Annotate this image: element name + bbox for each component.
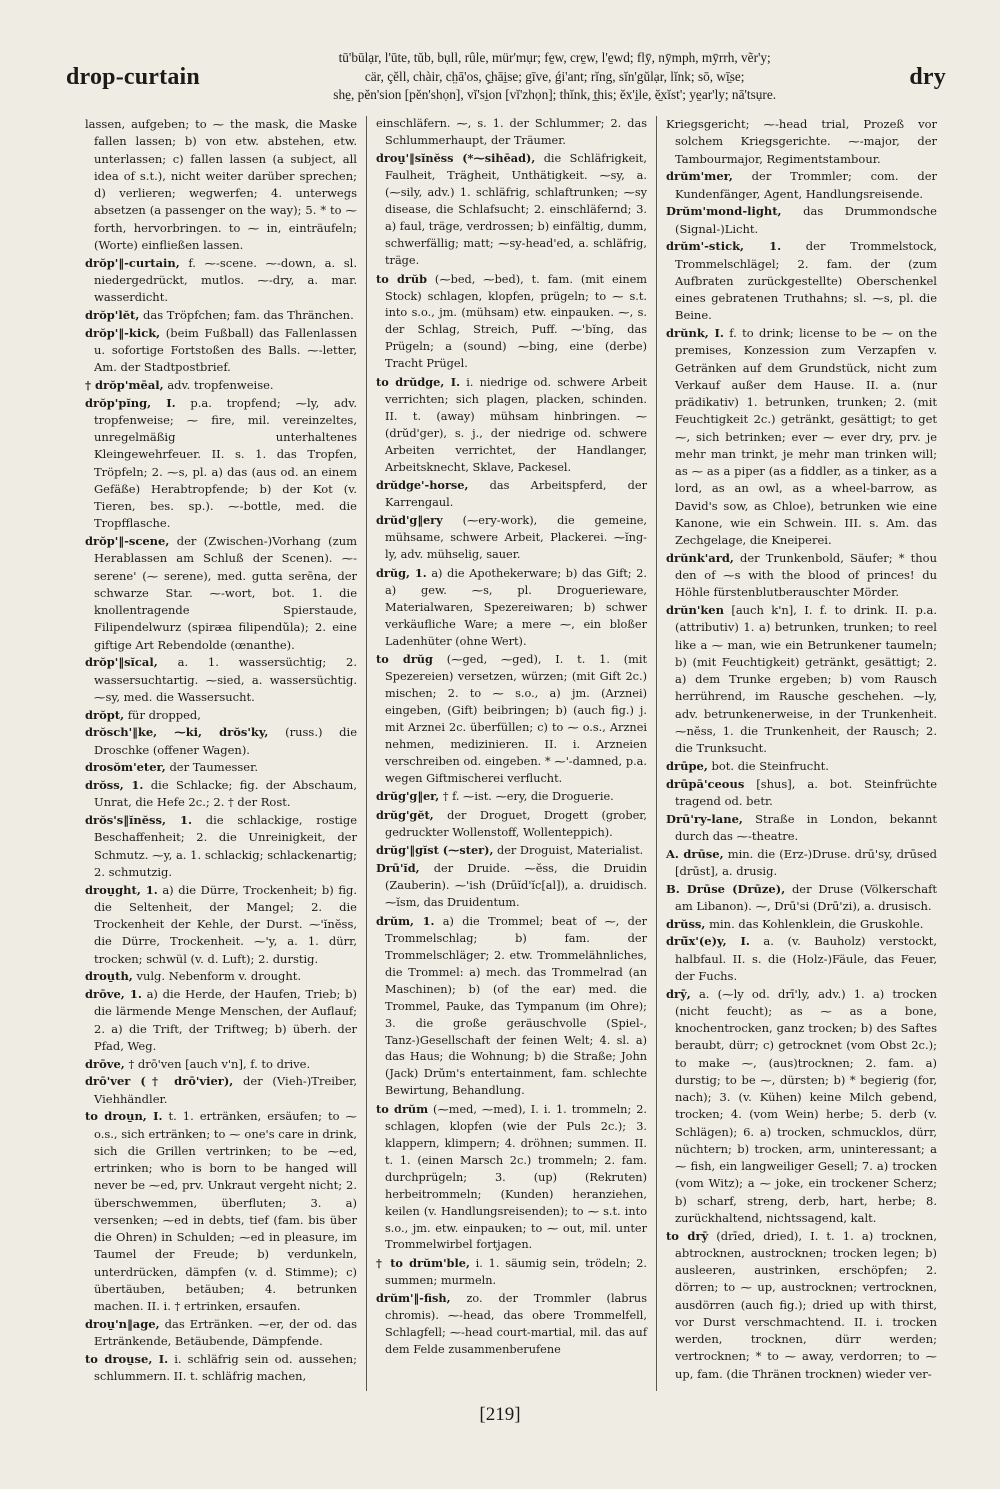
entry-definition: † drō'ven [auch v'n], f. to drive. — [128, 1056, 311, 1071]
entry-headword: to drŭdge, I. — [376, 374, 461, 389]
entry-headword: drŏss, 1. — [85, 778, 144, 792]
entry-headword: drŏp'‖sĭcal, — [85, 655, 158, 670]
dictionary-entry — [666, 550, 937, 602]
dictionary-entry — [666, 168, 937, 203]
entry-definition: min. die (Erz-)Druse. drū'sy, drūsed [drūst], a. drusig. — [675, 846, 938, 878]
entry-definition: t. 1. ertränken, ersäufen; to ⁓ o.s., sich ertränken; to ⁓ one's care in drink, sich die Grillen vertrinken; to be ⁓ed, ertrinken; who is born to be hanged will never be ⁓ed, prv. Unkraut vergeht nicht; 2. überschwemmen, überfluten; 3. a) versenken; ⁓ed in debts, tief (fam. bis über die Ohren) in Schulden; ⁓ed in pleasure, im Taumel der Freude; b) verdunkeln, unterdrücken, dämpfen (v. d. Stimme); c) übertäuben, betäuben; 4. betrunken machen. II. i. † ertrinken, ersaufen. — [94, 1109, 358, 1313]
dictionary-entry — [85, 968, 357, 985]
entry-headword: drŏp'pĭng, I. — [85, 395, 176, 410]
entry-headword: drou̱ght, 1. — [85, 882, 158, 897]
entry-definition: lassen, aufgeben; to ⁓ the mask, die Maske fallen lassen; b) von etw. abstehen, etw. unterlassen; c) fallen lassen (a subject, all idea of s.t.), nicht weiter darüber sprechen; d) verlieren; wegwerfen; 4. unterwegs absetzen (a passenger on the way); 5. * to ⁓ forth, hervorbringen. to ⁓ in, einträufeln; (Worte) einfließen lassen. — [85, 117, 357, 252]
entry-definition: der Taumesser. — [169, 760, 259, 775]
dictionary-entry — [376, 807, 647, 842]
entry-definition: der Druse (Völkerschaft am Libanon). ⁓, Drū'si (Drū'zi), a. drusisch. — [675, 881, 937, 913]
dictionary-entry — [666, 776, 937, 811]
dictionary-entry — [666, 881, 937, 916]
dictionary-entry — [85, 1073, 357, 1108]
entry-definition: (⁓ery-work), die gemeine, mühsame, schwere Arbeit, Plackerei. ⁓ĭng-ly, adv. mühselig, sauer. — [385, 514, 647, 562]
dictionary-entry — [85, 533, 357, 654]
entry-headword: drȳ, — [666, 986, 691, 1001]
entry-definition: das Drummondsche (Signal-)Licht. — [675, 204, 937, 236]
entry-definition: das Tröpfchen; fam. das Thränchen. — [143, 307, 354, 322]
entry-definition: p.a. tropfend; ⁓ly, adv. tropfenweise; ⁓ fire, mil. vereinzeltes, unregelmäßig unterhaltenes Kleingewehrfeuer. II. s. 1. das Tropfen, Tröpfeln; 2. ⁓s, pl. a) das (aus od. an einem Gefäße) Herabtropfende; b) der Kot (v. Tieren, bes. sp.). ⁓-bottle, med. die Tropfflasche. — [94, 395, 357, 531]
entry-definition: vulg. Nebenform v. drought. — [136, 969, 302, 984]
dictionary-entry — [85, 307, 357, 324]
entry-definition: a) die Dürre, Trockenheit; b) fig. die Seltenheit, der Mangel; 2. die Trockenheit der Kehle, der Durst. ⁓'ĭnĕss, die Dürre, Trockenheit. ⁓'y, a. 1. dürr, trocken; schwül (v. d. Luft); 2. durstig. — [94, 882, 358, 966]
entry-definition: [shus], a. bot. Steinfrüchte tragend od. betr. — [675, 776, 938, 808]
entry-definition: f. ⁓-scene. ⁓-down, a. sl. niedergedrückt, mutlos. ⁓-dry, a. mar. wasserdicht. — [94, 255, 358, 304]
dictionary-entry — [376, 374, 647, 477]
entry-headword: drŭm'mer, — [666, 169, 733, 184]
entry-definition: der Trommler; com. der Kundenfänger, Agent, Handlungsreisende. — [675, 169, 937, 201]
entry-definition: i. schläfrig sein od. aussehen; schlummern. II. t. schläfrig machen, — [94, 1351, 357, 1383]
dictionary-entry — [376, 788, 647, 806]
dictionary-column-2 — [366, 116, 656, 1391]
entry-definition: die schlackige, rostige Beschaffenheit; 2. die Unreinigkeit, der Schmutz. ⁓y, a. 1. schlackig; schlackenartig; 2. schmutzig. — [94, 813, 358, 879]
entry-definition: der Druide. ⁓ĕss, die Druidin (Zauberin). ⁓'ish (Drūĭd'ĭc[al]), a. druidisch. ⁓ĭsm, das Druidentum. — [385, 862, 648, 910]
dictionary-entry — [85, 255, 357, 307]
entry-headword: to drŭm — [376, 1101, 429, 1116]
entry-headword: drŭg'gĕt, — [376, 807, 434, 822]
entry-definition: i. 1. säumig sein, trödeln; 2. summen; murmeln. — [385, 1256, 647, 1287]
entry-definition: der (Vieh-)Treiber, Viehhändler. — [94, 1074, 357, 1106]
entry-definition: min. das Kohlenklein, die Gruskohle. — [709, 916, 924, 931]
entry-definition: [auch k'n], I. f. to drink. II. p.a. (attributiv) 1. a) betrunken, trunken; to reel like a ⁓ man, wie ein Betrunkener taumeln; b) (mit Feuchtigkeit) getränkt, gesättigt; 2. a) dem Trunke ergeben; b) vom Rausch herrührend, im Rausche geschehen. ⁓ly, adv. betrunkenerweise, in der Trunkenheit. ⁓nĕss, 1. die Trunkenheit, der Rausch; 2. die Trunksucht. — [675, 603, 938, 755]
dictionary-columns — [76, 116, 948, 1391]
entry-definition: f. to drink; license to be ⁓ on the premises, Konzession zum Verzapfen v. Getränken auf dem Grundstück, nicht zum Verkauf außer dem Hause. II. a. (nur prädikativ) 1. betrunken, trunken; 2. (mit Feuchtigkeit 2c.) getränkt, gesättigt; to get ⁓, sich betrinken; ever ⁓ ever dry, prv. je mehr man trinkt, je mehr man trinken will; as ⁓ as a piper (as a fiddler, as a tinker, as a lord, as an owl, as a wheel-barrow, as David's sow, as Chloe), betrunken wie eine Kanone, wie ein Schwein. III. s. Am. das Zechgelage, die Kneiperei. — [675, 326, 938, 547]
entry-definition: der (Zwischen-)Vorhang (zum Herablassen am Schluß der Scenen). ⁓-serene' (⁓ serene), med. gutta serēna, der schwarze Star. ⁓-wort, bot. 1. die knollentragende Spierstaude, Filipendelwurz (spiræa filipendŭla); 2. eine giftige Art Rebendolde (œnanthe). — [94, 534, 358, 652]
entry-headword: drŭm, 1. — [376, 913, 435, 928]
entry-definition: (⁓ged, ⁓ged), I. t. 1. (mit Spezereien) versetzen, würzen; (mit Gift 2c.) mischen; 2. to ⁓ s.o., a) jm. (Arznei) eingeben, (Gift) beibringen; b) (auch fig.) j. mit Arznei 2c. überfüllen; c) to ⁓ o.s., Arznei nehmen, medizinieren. II. i. Arzneien verschreiben od. eingeben. * ⁓'-damned, p.a. wegen Giftmischerei verflucht. — [385, 653, 648, 785]
entry-definition: (beim Fußball) das Fallenlassen u. sofortige Fortstoßen des Balls. ⁓-letter, Am. der Stadtpostbrief. — [94, 325, 358, 374]
dictionary-entry — [85, 1108, 357, 1315]
entry-headword: B. Drūse (Drūze), — [666, 881, 786, 896]
entry-headword: drŏs's‖ĭnĕss, 1. — [85, 813, 193, 827]
dictionary-entry — [376, 860, 647, 912]
dictionary-entry — [666, 846, 937, 881]
entry-headword: to drou̱n, I. — [85, 1109, 163, 1124]
entry-definition: das Ertränken. ⁓er, der od. das Ertränkende, Betäubende, Dämpfende. — [94, 1316, 357, 1348]
dictionary-entry — [666, 986, 937, 1228]
dictionary-entry — [666, 916, 937, 933]
page-number: [219] — [479, 1404, 521, 1425]
dictionary-entry — [85, 882, 357, 968]
dictionary-entry — [376, 477, 647, 512]
entry-definition: die Schläfrigkeit, Faulheit, Trägheit, Unthätigkeit. ⁓sy, a. (⁓sily, adv.) 1. schläfrig, schlaftrunken; ⁓sy disease, die Schlafsucht; 2. einschläfernd; 3. a) faul, träge, verdrossen; b) einfältig, dumm, schwerfällig; matt; ⁓sy-head'ed, a. schläfrig, träge. — [385, 152, 648, 268]
entry-headword: drŭm'‖-fish, — [376, 1291, 451, 1306]
pronunciation-key-line: tū'būlạr, l'ūte, tŭb, bụll, rûle, mür'mụr; fe̱w, cre̱w, l'e̱wd; flȳ, nȳmph, mȳrrh, vẽr'y; — [338, 50, 771, 66]
entry-headword: drŭd'g‖ery — [376, 513, 443, 528]
entry-definition: der Trunkenbold, Säufer; * thou den of ⁓s with the blood of princes! du Höhle fürstenblutberauschter Mörder. — [675, 550, 937, 600]
dictionary-entry — [666, 1228, 937, 1383]
entry-headword: drŭnk, I. — [666, 326, 724, 340]
entry-definition: a. 1. wassersüchtig; 2. wassersuchtartig. ⁓sied, a. wassersüchtig. ⁓sy, med. die Wassersucht. — [94, 655, 358, 704]
dictionary-entry — [376, 150, 647, 270]
dictionary-entry — [85, 1316, 357, 1351]
entry-headword: drŏpt, — [85, 707, 125, 722]
dictionary-column-3 — [656, 116, 946, 1391]
entry-headword: to drȳ — [666, 1228, 709, 1243]
dictionary-entry — [666, 238, 937, 324]
entry-headword: drŭg'g‖er, — [376, 789, 440, 804]
pronunciation-key-line: cär, çĕll, chàir, ch̤ā'os, ç̱hāi̱se; gīve, ǵi'ant; rĭng, sĭn'gŭlạr, lĭnk; sō, wī̱se; — [364, 68, 745, 84]
dictionary-entry — [376, 1290, 647, 1359]
entry-headword: drŭg'‖gĭst (⁓ster), — [376, 843, 494, 858]
entry-definition: Kriegsgericht; ⁓-head trial, Prozeß vor solchem Kriegsgerichte. ⁓-major, der Tambourmajor, Regimentstambour. — [666, 117, 937, 166]
entry-headword: drosŏm'eter, — [85, 760, 166, 775]
entry-headword: drŏp'lĕt, — [85, 307, 140, 322]
dictionary-entry — [666, 325, 937, 549]
entry-headword: drōve, 1. — [85, 987, 142, 1001]
dictionary-entry — [85, 377, 357, 394]
entry-definition: das Arbeitspferd, der Karrengaul. — [385, 479, 647, 509]
entry-headword: drou̱'n‖age, — [85, 1316, 160, 1331]
dictionary-entry — [85, 777, 357, 812]
dictionary-entry — [85, 116, 357, 254]
page-header — [66, 44, 946, 110]
entry-headword: drŭm'-stick, 1. — [666, 239, 782, 254]
entry-headword: drūpā'ceous — [666, 776, 745, 791]
entry-headword: drŭg, 1. — [376, 565, 427, 580]
entry-headword: † drŏp'mēal, — [85, 377, 164, 392]
entry-headword: drŭdge'-horse, — [376, 478, 469, 493]
dictionary-column-1 — [76, 116, 366, 1391]
dictionary-entry — [376, 512, 647, 564]
entry-headword: † to drŭm'ble, — [376, 1255, 470, 1270]
entry-definition: der Trommelstock, Trommelschlägel; 2. fam. der (zum Aufbraten zurückgestellte) Oberschenkel eines gebratenen Truthahns; sl. ⁓s, pl. die Beine. — [675, 239, 938, 323]
pronunciation-key-line: she̱, pĕn'sion [pĕn'shọn], vĭ'si̱on [vĭ'zhọn]; thĭnk, t̲his; ĕx'i̱le, ĕ̱xĭst'; ye̱ar'ly; nā'tsụre. — [333, 87, 777, 103]
entry-definition: bot. die Steinfrucht. — [711, 758, 829, 773]
dictionary-entry — [666, 602, 937, 757]
dictionary-entry — [376, 842, 647, 860]
entry-headword: drŏp'‖-scene, — [85, 534, 170, 548]
entry-definition: a. (⁓ly od. drī'ly, adv.) 1. a) trocken (nicht feucht); as ⁓ as a bone, knochentrocken, ganz trocken; b) des Saftes beraubt, dürr; c) getrocknet (vom Obst 2c.); to make ⁓, (aus)trocknen; 2. fam. a) durstig; to be ⁓, dürsten; b) * begierig (for, nach); 3. (v. Kühen) keine Milch gebend, trocken; 4. (vom Wein) herbe; 5. derb (v. Schlägen); 6. a) trocken, schmucklos, dürr, nüchtern; b) trocken, arm, uninteressant; a ⁓ fish, ein langweiliger Gesell; 7. a) trocken (vom Witz); a ⁓ joke, ein trockener Scherz; b) scharf, streng, derb, hart, herbe; 8. zurückhaltend, nichtssagend, kalt. — [675, 986, 937, 1225]
dictionary-entry — [376, 271, 647, 374]
entry-definition: a. (v. Bauholz) verstockt, halbfaul. II. s. die (Holz-)Fäule, das Feuer, der Fuchs. — [675, 934, 937, 983]
entry-definition: der Droguist, Materialist. — [497, 844, 644, 858]
entry-definition: (⁓med, ⁓med), I. i. 1. trommeln; 2. schlagen, klopfen (wie der Puls 2c.); 3. klappern, klimpern; 4. dröhnen; summen. II. t. 1. (einen Marsch 2c.) trommeln; 2. fam. durchprügeln; 3. (up) (Rekruten) herbeitrommeln; (Kunden) heranziehen, keilen (v. Handlungsreisenden); to ⁓ s.t. into s.o., jm. etw. einpauken; to ⁓ out, mil. unter Trommelwirbel fortjagen. — [385, 1102, 647, 1252]
dictionary-entry — [85, 1351, 357, 1386]
dictionary-entry — [85, 395, 357, 533]
entry-headword: Drū'ry-lane, — [666, 811, 743, 826]
entry-definition: adv. tropfenweise. — [167, 377, 274, 392]
entry-definition: die Schlacke; fig. der Abschaum, Unrat, die Hefe 2c.; 2. † der Rost. — [94, 778, 357, 810]
entry-definition: (⁓bed, ⁓bed), t. fam. (mit einem Stock) schlagen, klopfen, prügeln; to ⁓ s.t. into s.o., jm. (mühsam) etw. einpauken. ⁓, s. der Schlag, Streich, Puff. ⁓'bĭng, das Prügeln; a (sound) ⁓bing, eine (derbe) Tracht Prügel. — [385, 272, 647, 371]
entry-headword: drŭnk'ard, — [666, 550, 734, 565]
dictionary-entry — [376, 913, 647, 1100]
pronunciation-key — [270, 49, 840, 105]
entry-headword: drūpe, — [666, 758, 708, 773]
entry-headword: drou̱th, — [85, 969, 133, 984]
dictionary-entry — [666, 811, 937, 846]
entry-headword: to drou̱se, I. — [85, 1351, 169, 1366]
entry-definition: für dropped, — [127, 707, 201, 722]
entry-headword: drŭn'ken — [666, 603, 724, 617]
entry-definition: zo. der Trommler (labrus chromis). ⁓-head, das obere Trommelfell, Schlagfell; ⁓-head court-martial, mil. das auf dem Felde zusammenberufene — [385, 1292, 647, 1357]
entry-headword: to drŭb — [376, 271, 427, 286]
dictionary-entry — [85, 1056, 357, 1073]
dictionary-entry — [666, 758, 937, 775]
entry-headword: drŭss, — [666, 916, 706, 931]
entry-definition: (russ.) die Droschke (offener Wagen). — [94, 725, 358, 757]
entry-definition: der Droguet, Drogett (grober, gedruckter Wollenstoff, Wollenteppich). — [385, 808, 648, 839]
dictionary-entry — [376, 1101, 647, 1255]
left-guide-word: drop-curtain — [66, 63, 200, 90]
entry-definition: a) die Apothekerware; b) das Gift; 2. a) gew. ⁓s, pl. Droguerieware, Materialwaren, Spezereiwaren; b) schwer verkäufliche Ware; a mere ⁓, ein bloßer Ladenhüter (ohne Wert). — [385, 566, 648, 648]
entry-definition: a) die Trommel; beat of ⁓, der Trommelschlag; b) fam. der Trommelschläger; 2. etw. Trommelähnliches, die Trommel: a) mech. das Trommelrad (an Maschinen); b) (of the ear) med. die Trommel, Pauke, das Tympanum (im Ohre); 3. die große geräuschvolle (Spiel-, Tanz-)Gesellschaft der feinen Welt; 4. sl. a) das Haus; die Wohnung; b) die Straße; John (Jack) Drŭm's entertainment, fam. schlechte Bewirtung, Behandlung. — [385, 914, 647, 1098]
dictionary-entry — [376, 1255, 647, 1290]
entry-headword: drŏsch'‖ke, ⁓ki, drŏs'ky, — [85, 725, 269, 740]
entry-headword: to drŭg — [376, 652, 433, 667]
entry-definition: Straße in London, bekannt durch das ⁓-theatre. — [675, 811, 938, 843]
entry-definition: a) die Herde, der Haufen, Trieb; b) die lärmende Menge Menschen, der Auflauf; 2. a) die Trift, der Triftweg; b) überh. der Pfad, Weg. — [94, 987, 357, 1053]
dictionary-entry — [376, 116, 647, 150]
dictionary-entry — [666, 933, 937, 985]
entry-definition: i. niedrige od. schwere Arbeit verrichten; sich plagen, placken, schinden. II. t. (away) mühsam hinbringen. ⁓ (drŭd'ger), s. j., der niedrige od. schwere Arbeiten verrichtet, der Handlanger, Arbeitsknecht, Sklave, Packesel. — [385, 375, 647, 474]
dictionary-entry — [85, 707, 357, 724]
entry-headword: drou̱'‖sĭnĕss (*⁓sihēad), — [376, 151, 536, 166]
dictionary-entry — [85, 759, 357, 776]
entry-headword: drŏp'‖-curtain, — [85, 255, 180, 270]
entry-headword: drŏp'‖-kick, — [85, 325, 161, 340]
dictionary-entry — [666, 203, 937, 238]
dictionary-entry — [666, 116, 937, 168]
entry-headword: Drŭm'mond-light, — [666, 204, 782, 219]
dictionary-entry — [85, 325, 357, 377]
entry-headword: drō'ver († drō'vier), — [85, 1074, 234, 1089]
entry-headword: drōve, — [85, 1056, 125, 1071]
dictionary-entry — [85, 812, 357, 881]
dictionary-entry — [376, 565, 647, 651]
dictionary-entry — [85, 654, 357, 706]
entry-definition: † f. ⁓ist. ⁓ery, die Droguerie. — [442, 790, 614, 804]
entry-headword: drū̆x'(e)y, I. — [666, 934, 750, 949]
entry-headword: A. drūse, — [666, 846, 724, 861]
dictionary-entry — [85, 724, 357, 759]
right-guide-word: dry — [909, 63, 946, 90]
dictionary-entry — [85, 986, 357, 1055]
entry-definition: (drīed, dried), I. t. 1. a) trocknen, abtrocknen, austrocknen; trocken legen; b) ausleeren, austrinken, erschöpfen; 2. dörren; to ⁓ up, austrocknen; vertrocknen, ausdörren (auch fig.); dried up with thirst, vor Durst verschmachtend. II. i. trocken werden, trocknen, dürr werden; vertrocknen; * to ⁓ away, verdorren; to ⁓ up, fam. (die Thränen trocknen) wieder ver- — [675, 1228, 937, 1381]
entry-definition: einschläfern. ⁓, s. 1. der Schlummer; 2. das Schlummerhaupt, der Träumer. — [376, 117, 647, 147]
dictionary-entry — [376, 651, 647, 788]
entry-headword: Drū'ĭd, — [376, 861, 420, 876]
